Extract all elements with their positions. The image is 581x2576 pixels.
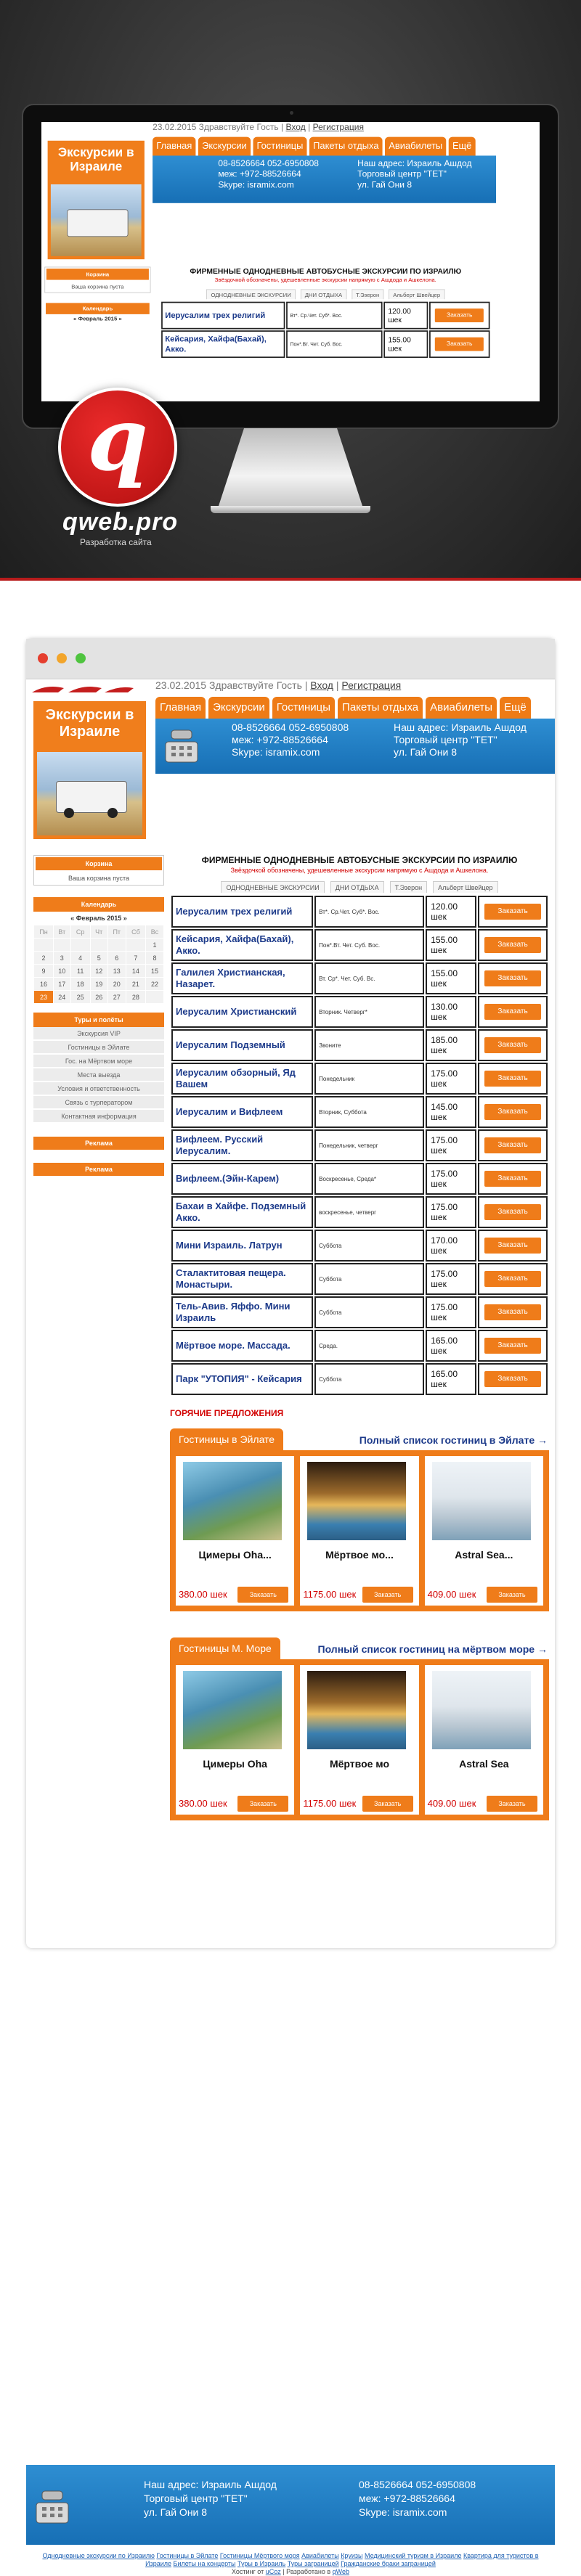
footer-link[interactable]: Гостиницы Мёртвого моря: [219, 2552, 300, 2559]
tour-name[interactable]: Мини Израиль. Латрун: [171, 1230, 313, 1262]
footer-address-1: Наш адрес: Израиль Ашдод: [144, 2479, 277, 2490]
eilat-full-list-link[interactable]: Полный список гостиниц в Эйлате →: [359, 1434, 548, 1446]
greeting-bar: 23.02.2015 Здравствуйте Гость | Вход | Регистрация: [155, 679, 402, 691]
cart-box: [33, 855, 164, 886]
tour-name[interactable]: Иерусалим Подземный: [171, 1029, 313, 1061]
order-button[interactable]: Заказать: [237, 1796, 288, 1812]
wings-icon: [32, 684, 134, 694]
tab-ezeron[interactable]: Т.Эзерон: [390, 881, 427, 893]
footer-link[interactable]: Авиабилеты: [301, 2552, 339, 2559]
hotel-name[interactable]: Цимеры Oha: [203, 1758, 267, 1770]
ad-block-2[interactable]: Реклама: [33, 1163, 164, 1176]
tab-schweitzer[interactable]: Альберт Швейцер: [433, 881, 497, 893]
tab-rest-days[interactable]: ДНИ ОТДЫХА: [330, 881, 384, 893]
monitor-stand-base: [211, 506, 370, 513]
close-icon[interactable]: [38, 653, 48, 663]
tour-price: 120.00 шек: [426, 896, 476, 928]
hotel-card[interactable]: [300, 1665, 418, 1815]
monitor: [22, 104, 559, 429]
footer-links: Однодневные экскурсии по Израилю Гостиницы в Эйлате Гостиницы Мёртвого моря Авиабилеты Круизы Медицинский туризм в Израиле Квартира для туристов в Израиле Билеты на концерты Туры в Израиль Туры заграницей Гражданские браки заграницей Хостинг от uCoz | Разработано в qWeb: [42, 2552, 539, 2575]
intl-phone: меж: +972-88526664: [232, 734, 328, 745]
tours-menu-title: Туры и полёты: [33, 1013, 164, 1027]
main-nav: [155, 697, 531, 719]
tour-days: Понедельник, четверг: [314, 1129, 424, 1161]
hotel-card[interactable]: [176, 1665, 294, 1815]
hotel-card[interactable]: [176, 1456, 294, 1606]
hotel-image: [432, 1671, 531, 1749]
tour-days: Вт*. Ср.Чет. Суб*. Вос.: [314, 896, 424, 928]
sidebar: [33, 855, 164, 1176]
footer-link[interactable]: Билеты на концерты: [173, 2560, 236, 2567]
brand-tagline: Разработка сайта: [80, 537, 152, 547]
tour-days: Суббота: [314, 1230, 424, 1262]
order-button[interactable]: Заказать: [362, 1796, 413, 1812]
address-line-3: ул. Гай Они 8: [394, 746, 458, 758]
table-row: [171, 1196, 548, 1228]
tour-price: 175.00 шек: [426, 1263, 476, 1295]
hotel-card[interactable]: [425, 1665, 543, 1815]
bus-image: [37, 752, 142, 835]
order-button[interactable]: Заказать: [484, 1071, 541, 1087]
hotel-price: 409.00 шек: [427, 1798, 476, 1809]
footer-link[interactable]: Медицинский туризм в Израиле: [364, 2552, 462, 2559]
hotel-image: [183, 1462, 282, 1540]
order-button[interactable]: Заказать: [237, 1587, 288, 1603]
footer-address-2: Торговый центр "ТЕТ": [144, 2493, 248, 2504]
hotel-card[interactable]: [300, 1456, 418, 1606]
order-button[interactable]: Заказать: [484, 1004, 541, 1020]
date-greeting: 23.02.2015 Здравствуйте Гость: [155, 679, 302, 691]
order-button[interactable]: Заказать: [484, 1204, 541, 1220]
window-titlebar: [26, 639, 555, 679]
nav-packages[interactable]: Пакеты отдыха: [338, 697, 423, 719]
calendar-today: 23: [34, 991, 54, 1004]
page-title: ФИРМЕННЫЕ ОДНОДНЕВНЫЕ АВТОБУСНЫЕ ЭКСКУРСИИ ПО ИЗРАИЛЮ: [201, 855, 518, 865]
tour-name[interactable]: Мёртвое море. Массада.: [171, 1330, 313, 1362]
menu-item[interactable]: Места выезда: [33, 1068, 164, 1082]
tour-days: Вторник. Четверг*: [314, 996, 424, 1028]
calendar-grid: Пн Вт Ср Чт Пт Сб Вс 1 2 3 4 5 6 7 8 9 10 11 12 13 14 15 16 17 18 19 20 21 22 23 24 25 26 27 28: [33, 925, 164, 1004]
promo-title: Экскурсии в Израиле: [45, 707, 134, 740]
tour-price: 175.00 шек: [426, 1129, 476, 1161]
order-button[interactable]: Заказать: [484, 970, 541, 986]
tour-name[interactable]: Бахаи в Хайфе. Подземный Акко.: [171, 1196, 313, 1228]
hotel-price: 380.00 шек: [179, 1798, 227, 1809]
tour-price: 155.00 шек: [426, 929, 476, 961]
table-row: [171, 1063, 548, 1095]
footer-link[interactable]: Круизы: [341, 2552, 363, 2559]
order-button[interactable]: Заказать: [484, 1371, 541, 1387]
developer-text: Разработано в: [286, 2568, 331, 2575]
table-row: [171, 1296, 548, 1328]
table-row: [171, 1163, 548, 1195]
apple-logo-icon: [286, 406, 295, 416]
tour-days: Суббота: [314, 1296, 424, 1328]
brand-name: qweb.pro: [62, 508, 179, 536]
hotel-image: [307, 1671, 406, 1749]
footer-intl-phone: меж: +972-88526664: [359, 2493, 455, 2504]
telephone-icon: [32, 2487, 73, 2527]
table-row: [171, 1330, 548, 1362]
calendar-title: Календарь: [33, 897, 164, 912]
table-row: [171, 1230, 548, 1262]
tour-days: Суббота: [314, 1263, 424, 1295]
table-row: [171, 1263, 548, 1295]
tour-name[interactable]: Вифлеем. Русский Иерусалим.: [171, 1129, 313, 1161]
hotel-name[interactable]: Цимеры Оha...: [198, 1549, 272, 1561]
main-content: [170, 855, 549, 1820]
hosting-text: Хостинг от: [232, 2568, 264, 2575]
tab-one-day[interactable]: ОДНОДНЕВНЫЕ ЭКСКУРСИИ: [221, 881, 324, 893]
tour-price: 165.00 шек: [426, 1330, 476, 1362]
hotel-name[interactable]: Astral Sea: [459, 1758, 509, 1770]
tour-price: 175.00 шек: [426, 1196, 476, 1228]
login-link[interactable]: Вход: [310, 679, 333, 691]
address-line-2: Торговый центр "ТЕТ": [394, 734, 497, 745]
hotel-name[interactable]: Astral Sea...: [455, 1549, 513, 1561]
hot-offers-title: ГОРЯЧИЕ ПРЕДЛОЖЕНИЯ: [170, 1408, 284, 1418]
table-row: [171, 1363, 548, 1395]
tour-name[interactable]: Парк "УТОПИЯ" - Кейсария: [171, 1363, 313, 1395]
skype: Skype: isramix.com: [232, 746, 320, 758]
hotel-image: [432, 1462, 531, 1540]
promo-banner-mini: Экскурсии в Израиле: [48, 141, 145, 259]
footer-phones: 08-8526664 052-6950808: [359, 2479, 476, 2490]
order-button[interactable]: Заказать: [484, 937, 541, 953]
hotel-image: [307, 1462, 406, 1540]
tour-name[interactable]: Вифлеем.(Эйн-Карем): [171, 1163, 313, 1195]
footer-link[interactable]: Гражданские браки заграницей: [341, 2560, 436, 2567]
dead-sea-full-list-link[interactable]: Полный список гостиниц на мёртвом море →: [317, 1643, 548, 1655]
hotel-price: 1175.00 шек: [303, 1589, 357, 1600]
order-button[interactable]: Заказать: [487, 1587, 537, 1603]
maximize-icon[interactable]: [76, 653, 86, 663]
table-row: [171, 996, 548, 1028]
order-button[interactable]: Заказать: [484, 1137, 541, 1153]
tour-days: Воскресенье, Среда*: [314, 1163, 424, 1195]
menu-item[interactable]: Контактная информация: [33, 1110, 164, 1124]
developer-link[interactable]: qWeb: [332, 2568, 349, 2575]
tour-days: Понедельник: [314, 1063, 424, 1095]
order-button[interactable]: Заказать: [484, 1338, 541, 1354]
tour-price: 145.00 шек: [426, 1096, 476, 1128]
calendar-widget: [33, 897, 164, 1004]
greeting-mini: 23.02.2015 Здравствуйте Гость | Вход | Регистрация: [153, 122, 364, 132]
order-button[interactable]: Заказать: [487, 1796, 537, 1812]
hotel-price: 1175.00 шек: [303, 1798, 357, 1809]
hotel-price: 409.00 шек: [427, 1589, 476, 1600]
tour-tabs: [170, 881, 549, 893]
order-button[interactable]: Заказать: [484, 1271, 541, 1287]
hotel-image: [183, 1671, 282, 1749]
tour-days: Звоните: [314, 1029, 424, 1061]
tour-price: 175.00 шек: [426, 1163, 476, 1195]
tours-table: [170, 894, 549, 1397]
table-row: [171, 1096, 548, 1128]
tour-name[interactable]: Иерусалим обзорный, Яд Вашем: [171, 1063, 313, 1095]
tour-name[interactable]: Иерусалим Христианский: [171, 996, 313, 1028]
tour-days: Суббота: [314, 1363, 424, 1395]
tour-days: Вт. Ср*. Чет. Суб. Вс.: [314, 962, 424, 994]
tour-price: 130.00 шек: [426, 996, 476, 1028]
cart-empty-text: Ваша корзина пуста: [68, 875, 130, 882]
calendar-month[interactable]: « Февраль 2015 »: [70, 915, 127, 922]
menu-item[interactable]: Условия и ответственность: [33, 1082, 164, 1096]
table-row: [171, 929, 548, 961]
site-footer: [26, 2465, 555, 2545]
footer-skype: Skype: isramix.com: [359, 2506, 447, 2518]
ad-block-1[interactable]: Реклама: [33, 1137, 164, 1150]
table-row: [171, 896, 548, 928]
order-button[interactable]: Заказать: [484, 1304, 541, 1320]
tour-days: Вторник, Суббота: [314, 1096, 424, 1128]
menu-item[interactable]: Гос. на Мёртвом море: [33, 1055, 164, 1068]
nav-flights[interactable]: Авиабилеты: [426, 697, 497, 719]
menu-item[interactable]: Экскурсия VIP: [33, 1027, 164, 1041]
order-button[interactable]: Заказать: [484, 1171, 541, 1187]
hotel-card[interactable]: [425, 1456, 543, 1606]
tour-price: 175.00 шек: [426, 1296, 476, 1328]
nav-mini: Главная Экскурсии Гостиницы Пакеты отдыха Авиабилеты Ещё: [153, 137, 475, 156]
tour-name[interactable]: Кейсария, Хайфа(Бахай), Акко.: [171, 929, 313, 961]
telephone-icon: [161, 726, 202, 766]
tour-days: Пон*.Вт. Чет. Суб. Вос.: [314, 929, 424, 961]
page-subtitle: Звёздочкой обозначены, удешевленные экскурсии напрямую с Ашдода и Ашкелона.: [230, 867, 489, 874]
showcase-background: [0, 0, 581, 581]
hotel-price: 380.00 шек: [179, 1589, 227, 1600]
site-page: [26, 679, 555, 1809]
footer-link[interactable]: Квартира для туристов в Израиле: [145, 2552, 539, 2567]
footer-link[interactable]: Однодневные экскурсии по Израилю: [42, 2552, 155, 2559]
tour-price: 165.00 шек: [426, 1363, 476, 1395]
tour-days: воскресенье, четверг: [314, 1196, 424, 1228]
promo-banner[interactable]: [33, 701, 146, 839]
tour-price: 175.00 шек: [426, 1063, 476, 1095]
host-link[interactable]: uCoz: [265, 2568, 281, 2575]
hotels-eilat-section: [170, 1428, 549, 1611]
footer-link[interactable]: Туры заграницей: [287, 2560, 339, 2567]
bus-icon: [56, 781, 127, 813]
monitor-stand: [218, 428, 363, 508]
order-button[interactable]: Заказать: [362, 1587, 413, 1603]
footer-link[interactable]: Гостиницы в Эйлате: [156, 2552, 219, 2559]
site-header: [26, 679, 555, 846]
monitor-screen: Экскурсии в Израиле 23.02.2015 Здравствуйте Гость | Вход | Регистрация Главная Экскурсии Гостиницы Пакеты отдыха Авиабилеты Ещё 08-8526664 052-6950808 меж: +972-88526664 Skype: isramix.com Наш адрес: Израиль Ашдод Торговый центр "ТЕТ" ул. Гай Они 8 Корзина Ваша корзина пуста Календарь « Февраль 2015 » ФИРМЕННЫЕ ОДНОДНЕВНЫЕ АВТОБУСНЫЕ ЭКСКУРСИИ ПО ИЗРАИЛЮ Звёздочкой обозначены, удешевленные экскурсии напрямую с Ашдода и Ашкелона. ОДНОДНЕВНЫЕ ЭКСКУРСИИ ДНИ ОТДЫХА Т.Эзерон Альберт Швейцер Иерусалим трех религий Вт*. Ср.Чет. Суб*. Вос. 120.00 шек Заказать Кейсария, Хайфа(Бахай), Акко. Пон*.Вт. Чет. Суб. Вос. 155.00 шек Заказать: [41, 122, 540, 401]
tour-name[interactable]: Иерусалим и Вифлеем: [171, 1096, 313, 1128]
footer-address-3: ул. Гай Они 8: [144, 2506, 208, 2518]
tours-menu: [33, 1013, 164, 1124]
address-line-1: Наш адрес: Израиль Ашдод: [394, 721, 527, 733]
order-button[interactable]: Заказать: [484, 1238, 541, 1254]
nav-more[interactable]: Ещё: [500, 697, 531, 719]
hotel-name[interactable]: Мёртвое мо: [329, 1758, 390, 1770]
contact-banner-mini: 08-8526664 052-6950808 меж: +972-88526664 Skype: isramix.com Наш адрес: Израиль Ашдод Торговый центр "ТЕТ" ул. Гай Они 8: [153, 155, 496, 203]
cart-title: Корзина: [36, 857, 162, 870]
table-row: [171, 1029, 548, 1061]
hotels-dead-sea-section: [170, 1637, 549, 1820]
minimize-icon[interactable]: [57, 653, 67, 663]
tab-hotels-eilat[interactable]: Гостиницы в Эйлате: [170, 1428, 283, 1450]
tour-name[interactable]: Тель-Авив. Яффо. Мини Израиль: [171, 1296, 313, 1328]
register-link[interactable]: Регистрация: [341, 679, 402, 691]
divider-line: [0, 578, 581, 581]
nav-hotels[interactable]: Гостиницы: [272, 697, 335, 719]
tour-price: 170.00 шек: [426, 1230, 476, 1262]
tour-price: 185.00 шек: [426, 1029, 476, 1061]
table-row: [171, 1129, 548, 1161]
tour-name[interactable]: Галилея Христианская, Назарет.: [171, 962, 313, 994]
order-button[interactable]: Заказать: [484, 904, 541, 920]
order-button[interactable]: Заказать: [484, 1104, 541, 1120]
order-button[interactable]: Заказать: [484, 1037, 541, 1053]
menu-item[interactable]: Гостиницы в Эйлате: [33, 1041, 164, 1055]
footer-link[interactable]: Туры в Израиль: [237, 2560, 286, 2567]
browser-window: [26, 639, 555, 2575]
hotel-name[interactable]: Мёртвое мо...: [325, 1549, 394, 1561]
table-row: [171, 962, 548, 994]
qweb-logo: q: [58, 388, 177, 507]
nav-home[interactable]: Главная: [155, 697, 206, 719]
tour-name[interactable]: Сталактитовая пещера. Монастыри.: [171, 1263, 313, 1295]
tour-days: Среда.: [314, 1330, 424, 1362]
phone-numbers: 08-8526664 052-6950808: [232, 721, 349, 733]
contact-banner: [155, 719, 555, 774]
menu-item[interactable]: Связь с турператором: [33, 1096, 164, 1110]
tour-price: 155.00 шек: [426, 962, 476, 994]
camera-dot: [290, 111, 293, 115]
nav-excursions[interactable]: Экскурсии: [208, 697, 269, 719]
tab-hotels-dead-sea[interactable]: Гостиницы М. Море: [170, 1637, 280, 1659]
tour-name[interactable]: Иерусалим трех религий: [171, 896, 313, 928]
